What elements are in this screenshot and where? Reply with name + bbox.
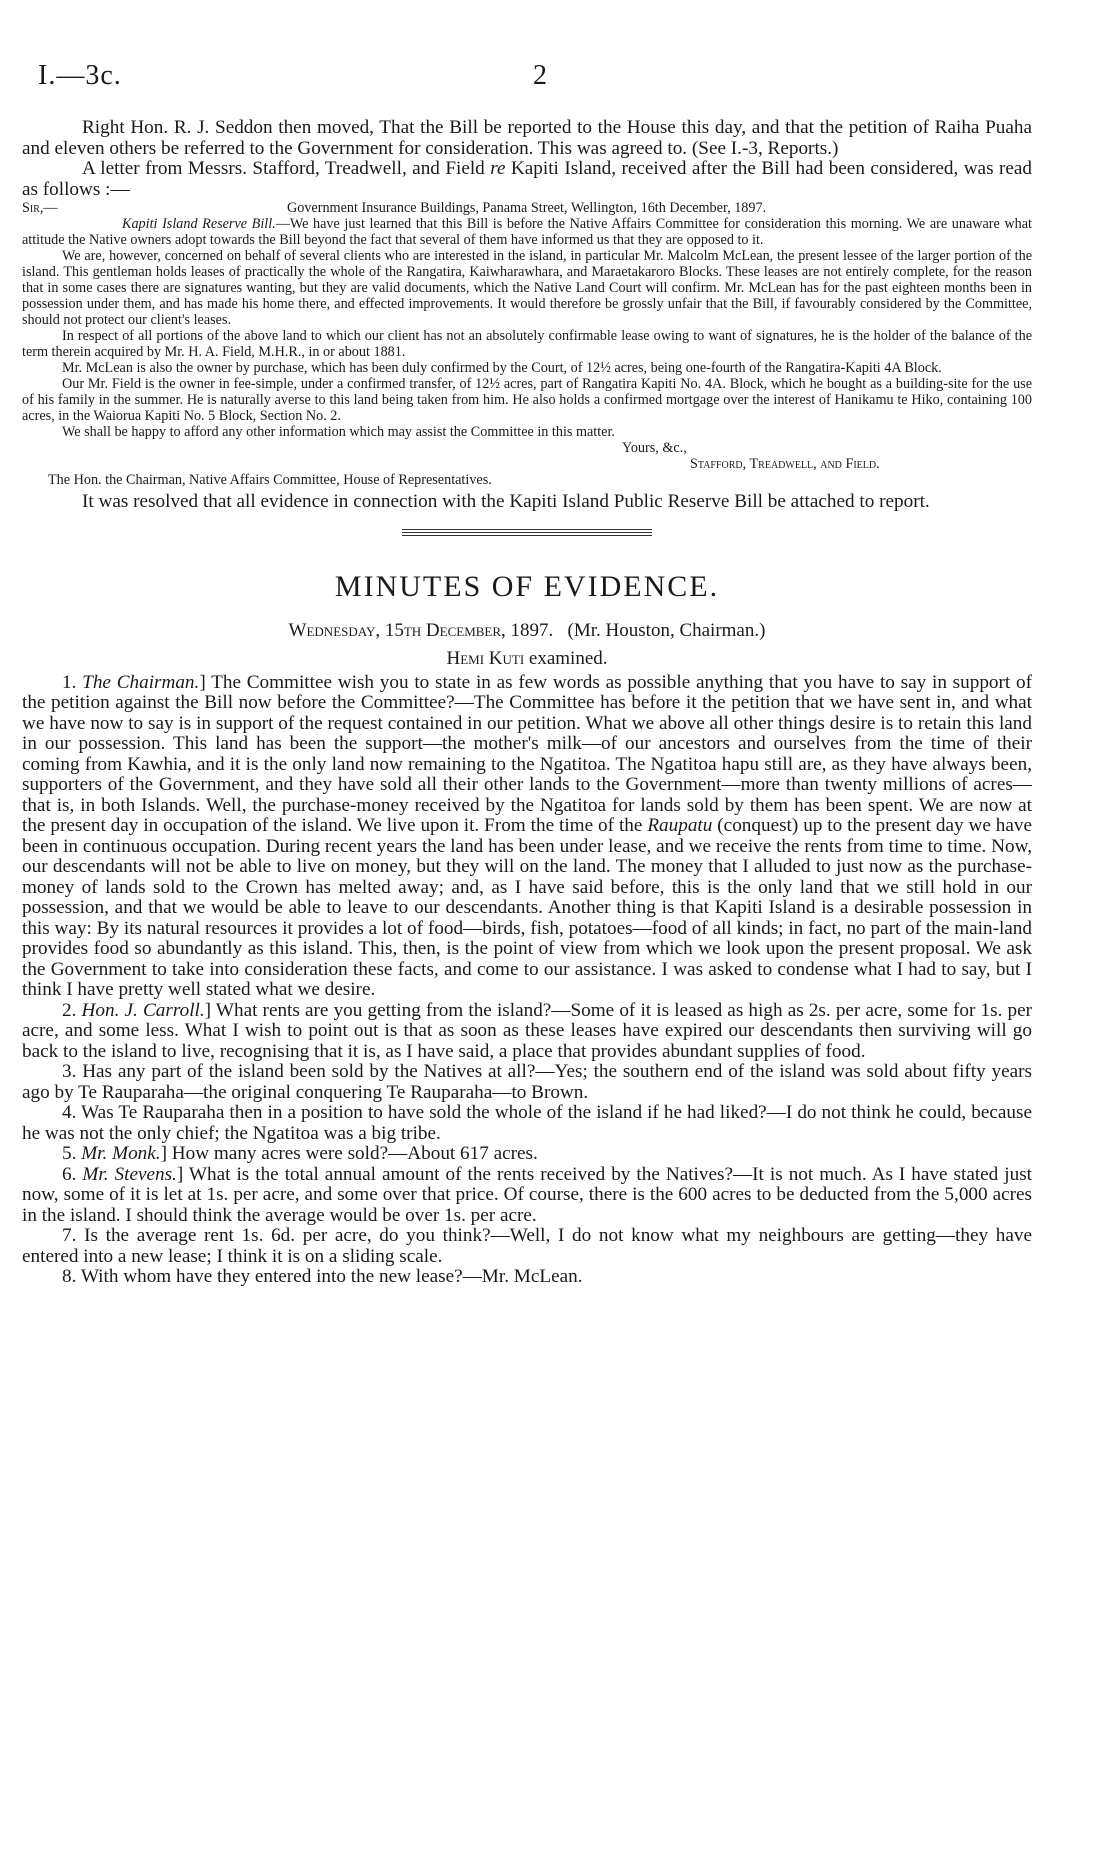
section-divider xyxy=(22,513,1032,551)
witness-examined: examined. xyxy=(524,647,608,669)
question-list xyxy=(22,673,1032,1288)
question-1: 1. The Chairman.] The Committee wish you to state in as few words as possible anything that you have to say in support of the petition against the Bill now before the Committee?—The Committee has before it the petition that we have sent in, and what we have now to say is in support of the request contained in our petition. What we above all other things desire is to retain this land in our possession. This land has been the support—the mother's milk—of our ancestors and ourselves from the time of their coming from Kawhia, and it is the only land now remaining to the Ngatitoa. The Ngatitoa hapu still are, as they have always been, supporters of the Government, and they have sold all their other lands to the Government—more than twenty millions of acres—that is, in both Islands. Well, the purchase-money received by the Ngatitoa for lands sold by them has been spent. We are now at the present day in occupation of the island. We live upon it. From the time of the Raupatu (conquest) up to the present day we have been in continuous occupation. During recent years the land has been under lease, and we receive the rents from time to time. Now, our descendants will not be able to live on money, but they will on the land. The money that I alluded to just now as the purchase-money of lands sold to the Crown has melted away; and, as I have said before, this is the only land that we still hold in our possession, and that we would be able to leave to our descendants. Another thing is that Kapiti Island is a desirable possession in this way: By its natural resources it provides a lot of food—birds, fish, potatoes—food of all kinds; in fact, no part of the main-land provides food so abundantly as this island. This, then, is the point of view from which we look upon the present proposal. We ask the Government to take into consideration these facts, and come to our assistance. I was asked to condense what I had to say, but I think I have pretty well stated what we desire. xyxy=(22,671,1032,1000)
session-date: Wednesday, 15th December, 1897. xyxy=(288,619,554,641)
letter-closing: Yours, &c., xyxy=(622,440,687,456)
letter-address: Government Insurance Buildings, Panama Street, Wellington, 16th December, 1897. xyxy=(287,200,767,216)
letter-salutation: Sir,— xyxy=(22,200,58,216)
question-4: 4. Was Te Rauparaha then in a position to have sold the whole of the island if he had liked?—I do not think he could, because he was not the only chief; the Ngatitoa was a big tribe. xyxy=(22,1102,1032,1144)
page-number: 2 xyxy=(533,60,547,91)
question-2: 2. Hon. J. Carroll.] What rents are you getting from the island?—Some of it is leased as high as 2s. per acre, some for 1s. per acre, and some less. What I wish to point out is that as soon as these leases have expired our descendants then surviving will go back to the island to live, recognising that it is, as I have said, a place that provides abundant supplies of food. xyxy=(22,999,1033,1062)
intro-paragraph-2: A letter from Messrs. Stafford, Treadwell, and Field re Kapiti Island, received after the Bill had been considered, was read as follows :— xyxy=(22,158,1032,200)
session-dateline xyxy=(22,619,1032,643)
page-body xyxy=(22,118,1032,1288)
witness-line xyxy=(22,647,1032,671)
letter-signatories: Stafford, Treadwell, and Field. xyxy=(690,456,880,472)
letter-paragraph-1: Kapiti Island Reserve Bill.—We have just learned that this Bill is before the Native Affairs Committee for consideration this morning. We are unaware what attitude the Native owners adopt towards the Bill beyond the fact that several of them have informed us that they are opposed to it. xyxy=(22,216,1032,248)
question-7: 7. Is the average rent 1s. 6d. per acre, do you think?—Well, I do not know what my neighbours are getting—they have entered into a new lease; I think it is on a sliding scale. xyxy=(22,1225,1033,1267)
page-header xyxy=(38,60,1048,100)
letter-paragraph-5: Our Mr. Field is the owner in fee-simple, under a confirmed transfer, of 12½ acres, part of Rangatira Kapiti No. 4A. Block, which he bought as a building-site for the use of his family in the summer. He is naturally averse to this land being taken from him. He also holds a confirmed mortgage over the interest of Hanikamu te Hiko, containing 100 acres, in the Waiorua Kapiti No. 5 Block, Section No. 2. xyxy=(22,376,1032,424)
letter-paragraph-3: In respect of all portions of the above land to which our client has not an absolutely confirmable lease owing to want of signatures, he is the holder of the balance of the term therein acquired by Mr. H. A. Field, M.H.R., in or about 1881. xyxy=(22,328,1032,360)
intro-paragraph-1: Right Hon. R. J. Seddon then moved, That the Bill be reported to the House this day, and that the petition of Raiha Puaha and eleven others be referred to the Government for consideration. This was agreed to. (See I.-3, Reports.) xyxy=(22,117,1032,159)
letter-paragraph-2: We are, however, concerned on behalf of several clients who are interested in the island, in particular Mr. Malcolm McLean, the present lessee of the larger portion of the island. This gentleman holds leases of practically the whole of the Rangatira, Kaiwharawhara, and Maraetakaroro Blocks. These leases are not entirely complete, for the reason that in some cases there are signatures wanting, but they are valid documents, which the Native Land Court will confirm. Mr. McLean has for the past eighteen months been in possession under them, and has made his home there, and effected improvements. It would therefore be grossly unfair that the Bill, if favourably considered by the Committee, should not protect our client's leases. xyxy=(22,248,1032,328)
document-reference: I.—3c. xyxy=(38,60,122,91)
letter-addressee: The Hon. the Chairman, Native Affairs Committee, House of Representatives. xyxy=(48,472,492,488)
question-3: 3. Has any part of the island been sold by the Natives at all?—Yes; the southern end of the island was sold about fifty years ago by Te Rauparaha—the original conquering Te Rauparaha—to Brown. xyxy=(22,1061,1032,1103)
question-8: 8. With whom have they entered into the new lease?—Mr. McLean. xyxy=(62,1266,583,1287)
section-title: MINUTES OF EVIDENCE. xyxy=(334,569,720,603)
question-5: 5. Mr. Monk.] How many acres were sold?—About 617 acres. xyxy=(62,1143,538,1164)
witness-name: Hemi Kuti xyxy=(446,647,525,669)
letter-paragraph-4: Mr. McLean is also the owner by purchase, which has been duly confirmed by the Court, of 12½ acres, being one-fourth of the Rangatira-Kapiti 4A Block. xyxy=(62,360,942,376)
letter-head xyxy=(22,200,1032,216)
session-chair: (Mr. Houston, Chairman.) xyxy=(567,619,766,641)
question-6: 6. Mr. Stevens.] What is the total annual amount of the rents received by the Natives?—It is not much. As I have stated just now, some of it is let at 1s. per acre, and some over that price. Of course, there is the 600 acres to be deducted from the 5,000 acres in the island. I should think the average would be over 1s. per acre. xyxy=(22,1163,1033,1226)
letter xyxy=(22,200,1032,488)
resolution-paragraph: It was resolved that all evidence in connection with the Kapiti Island Public Reserve Bill be attached to report. xyxy=(82,491,930,512)
letter-paragraph-6: We shall be happy to afford any other information which may assist the Committee in this matter. xyxy=(62,424,615,440)
